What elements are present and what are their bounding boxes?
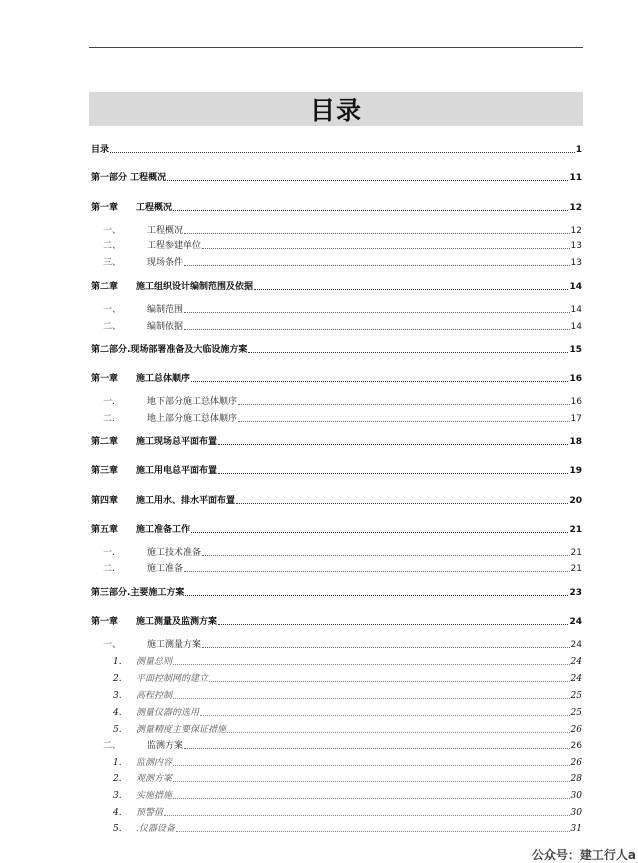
toc-entry[interactable] xyxy=(91,319,582,333)
toc-entry-page: 12 xyxy=(570,226,582,236)
toc-entry-title: 施工准备工作 xyxy=(136,525,191,535)
toc-entry-page: 21 xyxy=(570,548,582,558)
toc-entry-number: 一、 xyxy=(103,305,122,315)
dot-leader xyxy=(191,381,568,382)
toc-entry-page: 17 xyxy=(570,414,582,424)
dot-leader xyxy=(202,555,570,556)
toc-entry-page: 14 xyxy=(569,282,582,292)
toc-entry-page: 24 xyxy=(570,657,582,667)
toc-entry[interactable] xyxy=(91,522,582,536)
toc-entry-title: 第三部分.主要施工方案 xyxy=(91,588,185,598)
toc-entry-title: 施工组织设计编制范围及依据 xyxy=(136,282,254,292)
dot-leader xyxy=(202,647,570,648)
toc-entry-title: 编制范围 xyxy=(147,305,184,315)
toc-entry[interactable] xyxy=(91,371,582,385)
dot-leader xyxy=(167,180,568,181)
toc-entry[interactable] xyxy=(91,585,582,599)
dot-leader xyxy=(184,571,570,572)
toc-entry[interactable] xyxy=(91,238,582,252)
toc-entry[interactable] xyxy=(91,200,582,214)
toc-entry-page: 12 xyxy=(569,203,582,213)
toc-entry-title: 工程概况 xyxy=(147,226,184,236)
toc-entry-number: 二、 xyxy=(103,241,122,251)
toc-entry-title: 工程概况 xyxy=(136,203,173,213)
dot-leader xyxy=(254,289,568,290)
toc-entry-number: 一. xyxy=(103,548,115,558)
dot-leader xyxy=(236,503,568,504)
dot-leader xyxy=(173,210,568,211)
toc-entry-number: 二、 xyxy=(103,322,122,332)
toc-entry-page: 16 xyxy=(570,397,582,407)
page-title: 目录 xyxy=(309,96,362,125)
toc-entry-page: 13 xyxy=(570,258,582,268)
toc-entry[interactable] xyxy=(91,654,582,668)
toc-entry[interactable] xyxy=(91,637,582,651)
toc-entry[interactable] xyxy=(91,545,582,559)
toc-entry-page: 21 xyxy=(570,564,582,574)
dot-leader xyxy=(238,404,570,405)
toc-entry-number: 第二章 xyxy=(91,437,119,447)
toc-entry-title: 施工总体顺序 xyxy=(136,374,191,384)
toc-entry-number: 4. xyxy=(113,808,122,818)
dot-leader xyxy=(173,781,570,782)
dot-leader xyxy=(110,152,575,153)
toc-entry-number: 3. xyxy=(113,791,122,801)
toc-entry[interactable] xyxy=(91,302,582,316)
toc-entry-title: 施工测量及监测方案 xyxy=(136,617,218,627)
dot-leader xyxy=(173,798,570,799)
toc-entry[interactable] xyxy=(91,411,582,425)
toc-entry[interactable] xyxy=(91,561,582,575)
toc-entry-page: 11 xyxy=(569,173,582,183)
toc-entry-title: 预警值 xyxy=(136,808,164,818)
toc-entry-title: 地上部分施工总体顺序 xyxy=(147,414,238,424)
toc-entry[interactable] xyxy=(91,821,582,835)
toc-entry-page: 25 xyxy=(570,691,582,701)
toc-entry-number: 一、 xyxy=(103,640,122,650)
toc-entry[interactable] xyxy=(91,394,582,408)
toc-entry-page: 24 xyxy=(570,674,582,684)
dot-leader xyxy=(248,352,568,353)
dot-leader xyxy=(184,233,570,234)
toc-entry-number: 三、 xyxy=(103,258,122,268)
toc-entry-number: 第一章 xyxy=(91,203,119,213)
toc-entry-title: 施工测量方案 xyxy=(147,640,202,650)
dot-leader xyxy=(202,248,570,249)
toc-entry[interactable] xyxy=(91,788,582,802)
toc-entry-title: 施工准备 xyxy=(147,564,184,574)
toc-entry-page: 20 xyxy=(569,496,582,506)
dot-leader xyxy=(218,444,568,445)
dot-leader xyxy=(191,532,568,533)
toc-entry-title: 测量总则 xyxy=(136,657,173,667)
toc-entry-page: 18 xyxy=(569,437,582,447)
toc-entry[interactable] xyxy=(91,738,582,752)
dot-leader xyxy=(173,765,570,766)
dot-leader xyxy=(184,329,570,330)
toc-entry-page: 30 xyxy=(570,791,582,801)
toc-entry-number: 3. xyxy=(113,691,122,701)
toc-entry-page: 13 xyxy=(570,241,582,251)
dot-leader xyxy=(173,664,570,665)
toc-entry-number: 1. xyxy=(113,657,122,667)
toc-entry-number: 第一章 xyxy=(91,617,119,627)
toc-entry-title: 监测内容 xyxy=(136,758,173,768)
toc-entry-title: 目录 xyxy=(91,145,110,155)
toc-entry-page: 30 xyxy=(570,808,582,818)
toc-entry[interactable] xyxy=(91,722,582,736)
toc-entry[interactable] xyxy=(91,805,582,819)
dot-leader xyxy=(176,831,570,832)
toc-entry[interactable] xyxy=(91,671,582,685)
toc-entry-title: 现场条件 xyxy=(147,258,184,268)
toc-entry-number: 二、 xyxy=(103,741,122,751)
toc-entry[interactable] xyxy=(91,755,582,769)
toc-entry[interactable] xyxy=(91,434,582,448)
toc-entry-title: 实施措施 xyxy=(136,791,173,801)
toc-entry-title: 地下部分施工总体顺序 xyxy=(147,397,238,407)
toc-entry-page: 26 xyxy=(570,725,582,735)
toc-entry-title: 平面控制网的建立 xyxy=(136,674,209,684)
toc-entry-page: 19 xyxy=(569,466,582,476)
toc-entry-number: 1. xyxy=(113,758,122,768)
toc-entry-page: 21 xyxy=(569,525,582,535)
toc-entry[interactable] xyxy=(91,342,582,356)
toc-entry-title: 施工现场总平面布置 xyxy=(136,437,218,447)
dot-leader xyxy=(164,815,570,816)
toc-entry[interactable] xyxy=(91,255,582,269)
toc-entry-title: 施工用电总平面布置 xyxy=(136,466,218,476)
dot-leader xyxy=(209,681,570,682)
toc-entry-title: 编制依据 xyxy=(147,322,184,332)
dot-leader xyxy=(227,732,570,733)
dot-leader xyxy=(184,312,570,313)
dot-leader xyxy=(218,624,568,625)
toc-entry-title: 施工技术准备 xyxy=(147,548,202,558)
toc-entry[interactable] xyxy=(91,170,582,184)
dot-leader xyxy=(238,421,570,422)
toc-entry-title: .仪器设备 xyxy=(136,824,175,834)
toc-entry-number: 第四章 xyxy=(91,496,119,506)
toc-entry[interactable] xyxy=(91,279,582,293)
toc-entry-page: 23 xyxy=(569,588,582,598)
toc-entry-title: 工程参建单位 xyxy=(147,241,202,251)
toc-entry-page: 25 xyxy=(570,708,582,718)
toc-entry-page: 14 xyxy=(570,305,582,315)
toc-entry-title: 测量精度主要保证措施 xyxy=(136,725,227,735)
toc-entry-number: 第五章 xyxy=(91,525,119,535)
toc-entry-title: 施工用水、排水平面布置 xyxy=(136,496,236,506)
toc-entry-title: 测量仪器的选用 xyxy=(136,708,200,718)
toc-entry[interactable] xyxy=(91,705,582,719)
dot-leader xyxy=(185,595,568,596)
toc-entry-page: 14 xyxy=(570,322,582,332)
toc-entry-number: 第二章 xyxy=(91,282,119,292)
toc-entry-number: 第一章 xyxy=(91,374,119,384)
toc-entry-page: 15 xyxy=(569,345,582,355)
toc-entry-number: 5. xyxy=(113,824,122,834)
toc-entry-title: 监测方案 xyxy=(147,741,184,751)
toc-entry-page: 16 xyxy=(569,374,582,384)
toc-entry-page: 24 xyxy=(569,617,582,627)
toc-entry-page: 31 xyxy=(570,824,582,834)
toc-entry-page: 26 xyxy=(570,758,582,768)
toc-entry-number: 二. xyxy=(103,564,115,574)
toc-entry-number: 5. xyxy=(113,725,122,735)
dot-leader xyxy=(184,748,570,749)
toc-entry-page: 26 xyxy=(570,741,582,751)
watermark: 公众号：建工行人a xyxy=(531,848,636,862)
toc-entry-number: 一、 xyxy=(103,226,122,236)
toc-entry-number: 第三章 xyxy=(91,466,119,476)
dot-leader xyxy=(173,698,570,699)
toc-entry-title: 第二部分.现场部署准备及大临设施方案 xyxy=(91,345,248,355)
toc-entry-number: 2. xyxy=(113,674,122,684)
toc-entry[interactable] xyxy=(91,771,582,785)
toc-entry-title: 第一部分 工程概况 xyxy=(91,173,167,183)
toc-entry[interactable] xyxy=(91,223,582,237)
toc-entry[interactable] xyxy=(91,614,582,628)
dot-leader xyxy=(184,265,570,266)
toc-entry-title: 观测方案 xyxy=(136,774,173,784)
toc-entry[interactable] xyxy=(91,463,582,477)
toc-entry-page: 1 xyxy=(575,145,582,155)
toc-entry-title: 高程控制 xyxy=(136,691,173,701)
dot-leader xyxy=(218,473,568,474)
dot-leader xyxy=(200,715,570,716)
toc-entry-number: 二. xyxy=(103,414,115,424)
toc-entry[interactable] xyxy=(91,142,582,156)
toc-entry-number: 一. xyxy=(103,397,115,407)
toc-entry-page: 28 xyxy=(570,774,582,784)
toc-entry-number: 4. xyxy=(113,708,122,718)
toc-entry[interactable] xyxy=(91,688,582,702)
toc-entry-page: 24 xyxy=(570,640,582,650)
toc-entry[interactable] xyxy=(91,493,582,507)
toc-entry-number: 2. xyxy=(113,774,122,784)
